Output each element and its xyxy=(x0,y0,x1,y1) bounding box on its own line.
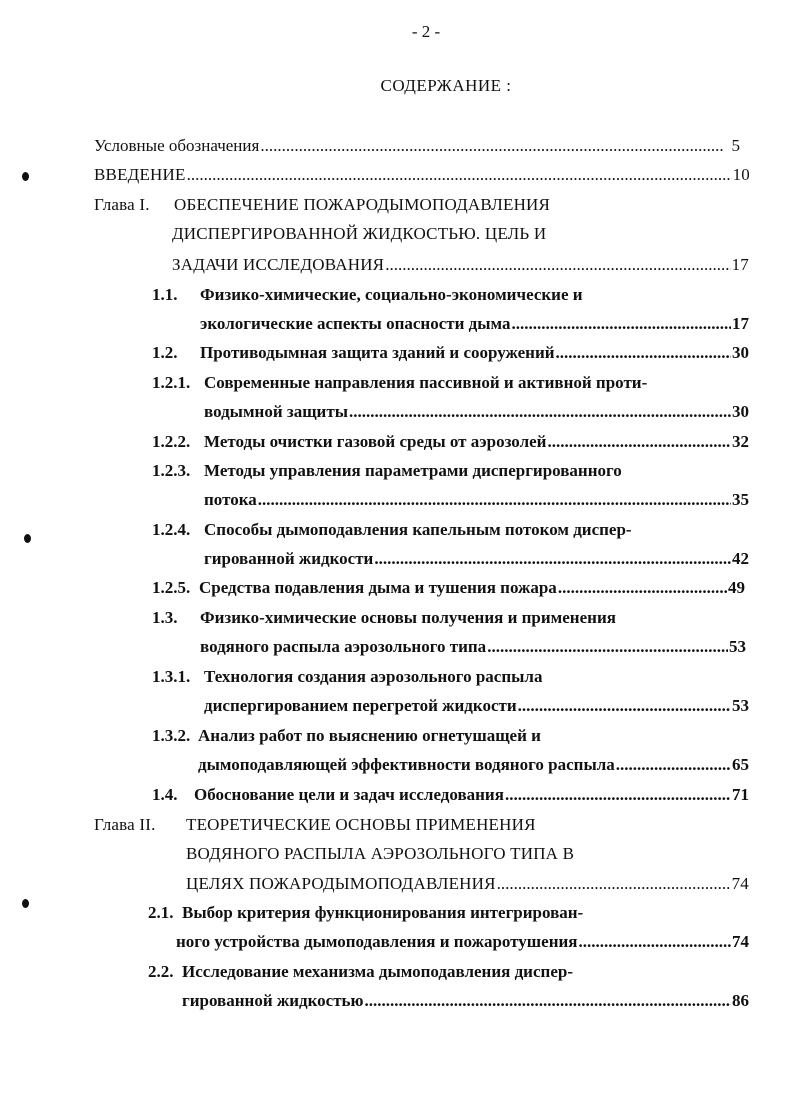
section-title: Технология создания аэрозольного распыла xyxy=(204,667,543,686)
toc-entry-page: 17 xyxy=(732,314,749,333)
chapter-title: ЗАДАЧИ ИССЛЕДОВАНИЯ xyxy=(172,255,385,274)
chapter-label: Глава I. xyxy=(94,195,150,214)
toc-entry-2-1-line2 xyxy=(176,931,749,953)
section-title: Методы очистки газовой среды от аэрозолей xyxy=(204,432,547,451)
leader-dots xyxy=(385,254,730,276)
toc-entry-page: 53 xyxy=(732,696,749,715)
toc-entry-page: 32 xyxy=(732,432,749,451)
section-number: 1.3.1. xyxy=(152,667,191,686)
section-title: экологические аспекты опасности дыма xyxy=(200,314,511,333)
toc-chapter-1-line3 xyxy=(172,254,749,276)
toc-entry-1-4 xyxy=(152,784,749,806)
toc-entry-1-2 xyxy=(152,342,749,364)
chapter-label: Глава II. xyxy=(94,815,156,834)
toc-entry-2-1-line1 xyxy=(148,902,583,924)
leader-dots xyxy=(365,990,731,1012)
section-number: 1.2.2. xyxy=(152,432,191,451)
toc-entry-page: 42 xyxy=(732,549,749,568)
toc-entry-1-2-3-line1 xyxy=(152,460,622,482)
toc-chapter-1-line1 xyxy=(94,194,550,216)
section-title: ного устройства дымоподавления и пожаротушения xyxy=(176,932,578,951)
section-title: Средства подавления дыма и тушения пожара xyxy=(199,578,557,597)
toc-entry-page: 30 xyxy=(732,402,749,421)
toc-entry-1-2-1-line2 xyxy=(204,401,749,423)
section-number: 1.2. xyxy=(152,343,178,362)
page-number: - 2 - xyxy=(411,22,441,41)
section-title: потока xyxy=(204,490,257,509)
leader-dots xyxy=(258,489,731,511)
toc-chapter-2-line3 xyxy=(186,873,749,895)
binder-mark xyxy=(24,534,31,543)
toc-entry-page: 65 xyxy=(732,755,749,774)
section-title: Исследование механизма дымоподавления диспер- xyxy=(182,962,573,981)
toc-entry-1-3-2-line2 xyxy=(198,754,749,776)
leader-dots xyxy=(556,342,731,364)
section-number: 1.2.4. xyxy=(152,520,191,539)
section-number: 2.1. xyxy=(148,903,174,922)
toc-entry-page: 30 xyxy=(732,343,749,362)
toc-entry-1-3-line1 xyxy=(152,607,616,629)
toc-entry-1-1-line2 xyxy=(200,313,749,335)
section-number: 1.2.3. xyxy=(152,461,191,480)
toc-heading: СОДЕРЖАНИЕ : xyxy=(380,76,512,95)
toc-entry-title: Условные обозначения xyxy=(94,136,260,155)
section-number: 2.2. xyxy=(148,962,174,981)
chapter-title: ТЕОРЕТИЧЕСКИЕ ОСНОВЫ ПРИМЕНЕНИЯ xyxy=(186,815,536,834)
section-title: Современные направления пассивной и активной проти- xyxy=(204,373,648,392)
toc-entry-2-2-line2 xyxy=(182,990,749,1012)
chapter-title: ВОДЯНОГО РАСПЫЛА АЭРОЗОЛЬНОГО ТИПА В xyxy=(186,844,575,863)
binder-mark xyxy=(22,899,29,908)
section-number: 1.3.2. xyxy=(152,726,191,745)
section-title: Анализ работ по выяснению огнетушащей и xyxy=(198,726,541,745)
leader-dots xyxy=(547,431,731,453)
leader-dots xyxy=(374,548,731,570)
toc-chapter-2-line2 xyxy=(186,843,574,865)
leader-dots xyxy=(518,695,731,717)
toc-entry-page: 17 xyxy=(731,255,749,274)
section-title: Способы дымоподавления капельным потоком диспер- xyxy=(204,520,632,539)
section-title: Обоснование цели и задач исследования xyxy=(194,785,504,804)
leader-dots xyxy=(616,754,731,776)
section-title: гированной жидкости xyxy=(204,549,374,568)
section-title: дымоподавляющей эффективности водяного распыла xyxy=(198,755,615,774)
toc-entry-page: 35 xyxy=(732,490,749,509)
section-title: гированной жидкостью xyxy=(182,991,364,1010)
toc-entry-page: 74 xyxy=(731,874,749,893)
toc-chapter-1-line2 xyxy=(172,223,546,245)
toc-entry-1-3-2-line1 xyxy=(152,725,541,747)
section-title: Физико-химические основы получения и применения xyxy=(200,608,616,627)
toc-entry-2-2-line1 xyxy=(148,961,573,983)
leader-dots xyxy=(187,164,732,186)
chapter-title: ОБЕСПЕЧЕНИЕ ПОЖАРОДЫМОПОДАВЛЕНИЯ xyxy=(174,195,551,214)
toc-entry-1-3-1-line2 xyxy=(204,695,749,717)
chapter-title: ЦЕЛЯХ ПОЖАРОДЫМОПОДАВЛЕНИЯ xyxy=(186,874,496,893)
leader-dots xyxy=(497,873,731,895)
toc-entry-1-2-4-line1 xyxy=(152,519,632,541)
toc-entry-1-2-3-line2 xyxy=(204,489,749,511)
toc-entry-1-3-line2 xyxy=(200,636,746,658)
toc-entry-page: 5 xyxy=(731,136,740,155)
toc-entry-1-2-5 xyxy=(152,577,745,599)
toc-entry-page: 71 xyxy=(732,785,749,804)
section-number: 1.4. xyxy=(152,785,178,804)
toc-chapter-2-line1 xyxy=(94,814,536,836)
toc-entry-1-2-2 xyxy=(152,431,749,453)
toc-entry-intro xyxy=(94,164,750,186)
leader-dots xyxy=(349,401,731,423)
section-title: Выбор критерия функционирования интегрирован- xyxy=(182,903,584,922)
section-title: водымной защиты xyxy=(204,402,348,421)
toc-entry-page: 53 xyxy=(729,637,746,656)
section-title: Противодымная защита зданий и сооружений xyxy=(200,343,555,362)
toc-entry-1-2-1-line1 xyxy=(152,372,647,394)
toc-entry-conventions xyxy=(94,135,740,157)
leader-dots xyxy=(505,784,731,806)
section-number: 1.2.5. xyxy=(152,578,191,597)
leader-dots xyxy=(260,135,723,157)
toc-entry-page: 86 xyxy=(732,991,749,1010)
toc-entry-page: 10 xyxy=(732,165,750,184)
section-title: Физико-химические, социально-экономические и xyxy=(200,285,583,304)
toc-entry-page: 74 xyxy=(732,932,749,951)
toc-entry-1-1-line1 xyxy=(152,284,583,306)
leader-dots xyxy=(487,636,728,658)
leader-dots xyxy=(558,577,727,599)
section-title: Методы управления параметрами диспергированного xyxy=(204,461,622,480)
toc-entry-title: ВВЕДЕНИЕ xyxy=(94,165,186,184)
binder-mark xyxy=(22,172,29,181)
section-number: 1.2.1. xyxy=(152,373,191,392)
leader-dots xyxy=(511,313,731,335)
section-title: водяного распыла аэрозольного типа xyxy=(200,637,487,656)
section-title: диспергированием перегретой жидкости xyxy=(204,696,517,715)
toc-entry-page: 49 xyxy=(728,578,745,597)
chapter-title: ДИСПЕРГИРОВАННОЙ ЖИДКОСТЬЮ. ЦЕЛЬ И xyxy=(172,224,547,243)
toc-entry-1-3-1-line1 xyxy=(152,666,542,688)
section-number: 1.1. xyxy=(152,285,178,304)
section-number: 1.3. xyxy=(152,608,178,627)
toc-entry-1-2-4-line2 xyxy=(204,548,749,570)
leader-dots xyxy=(579,931,732,953)
